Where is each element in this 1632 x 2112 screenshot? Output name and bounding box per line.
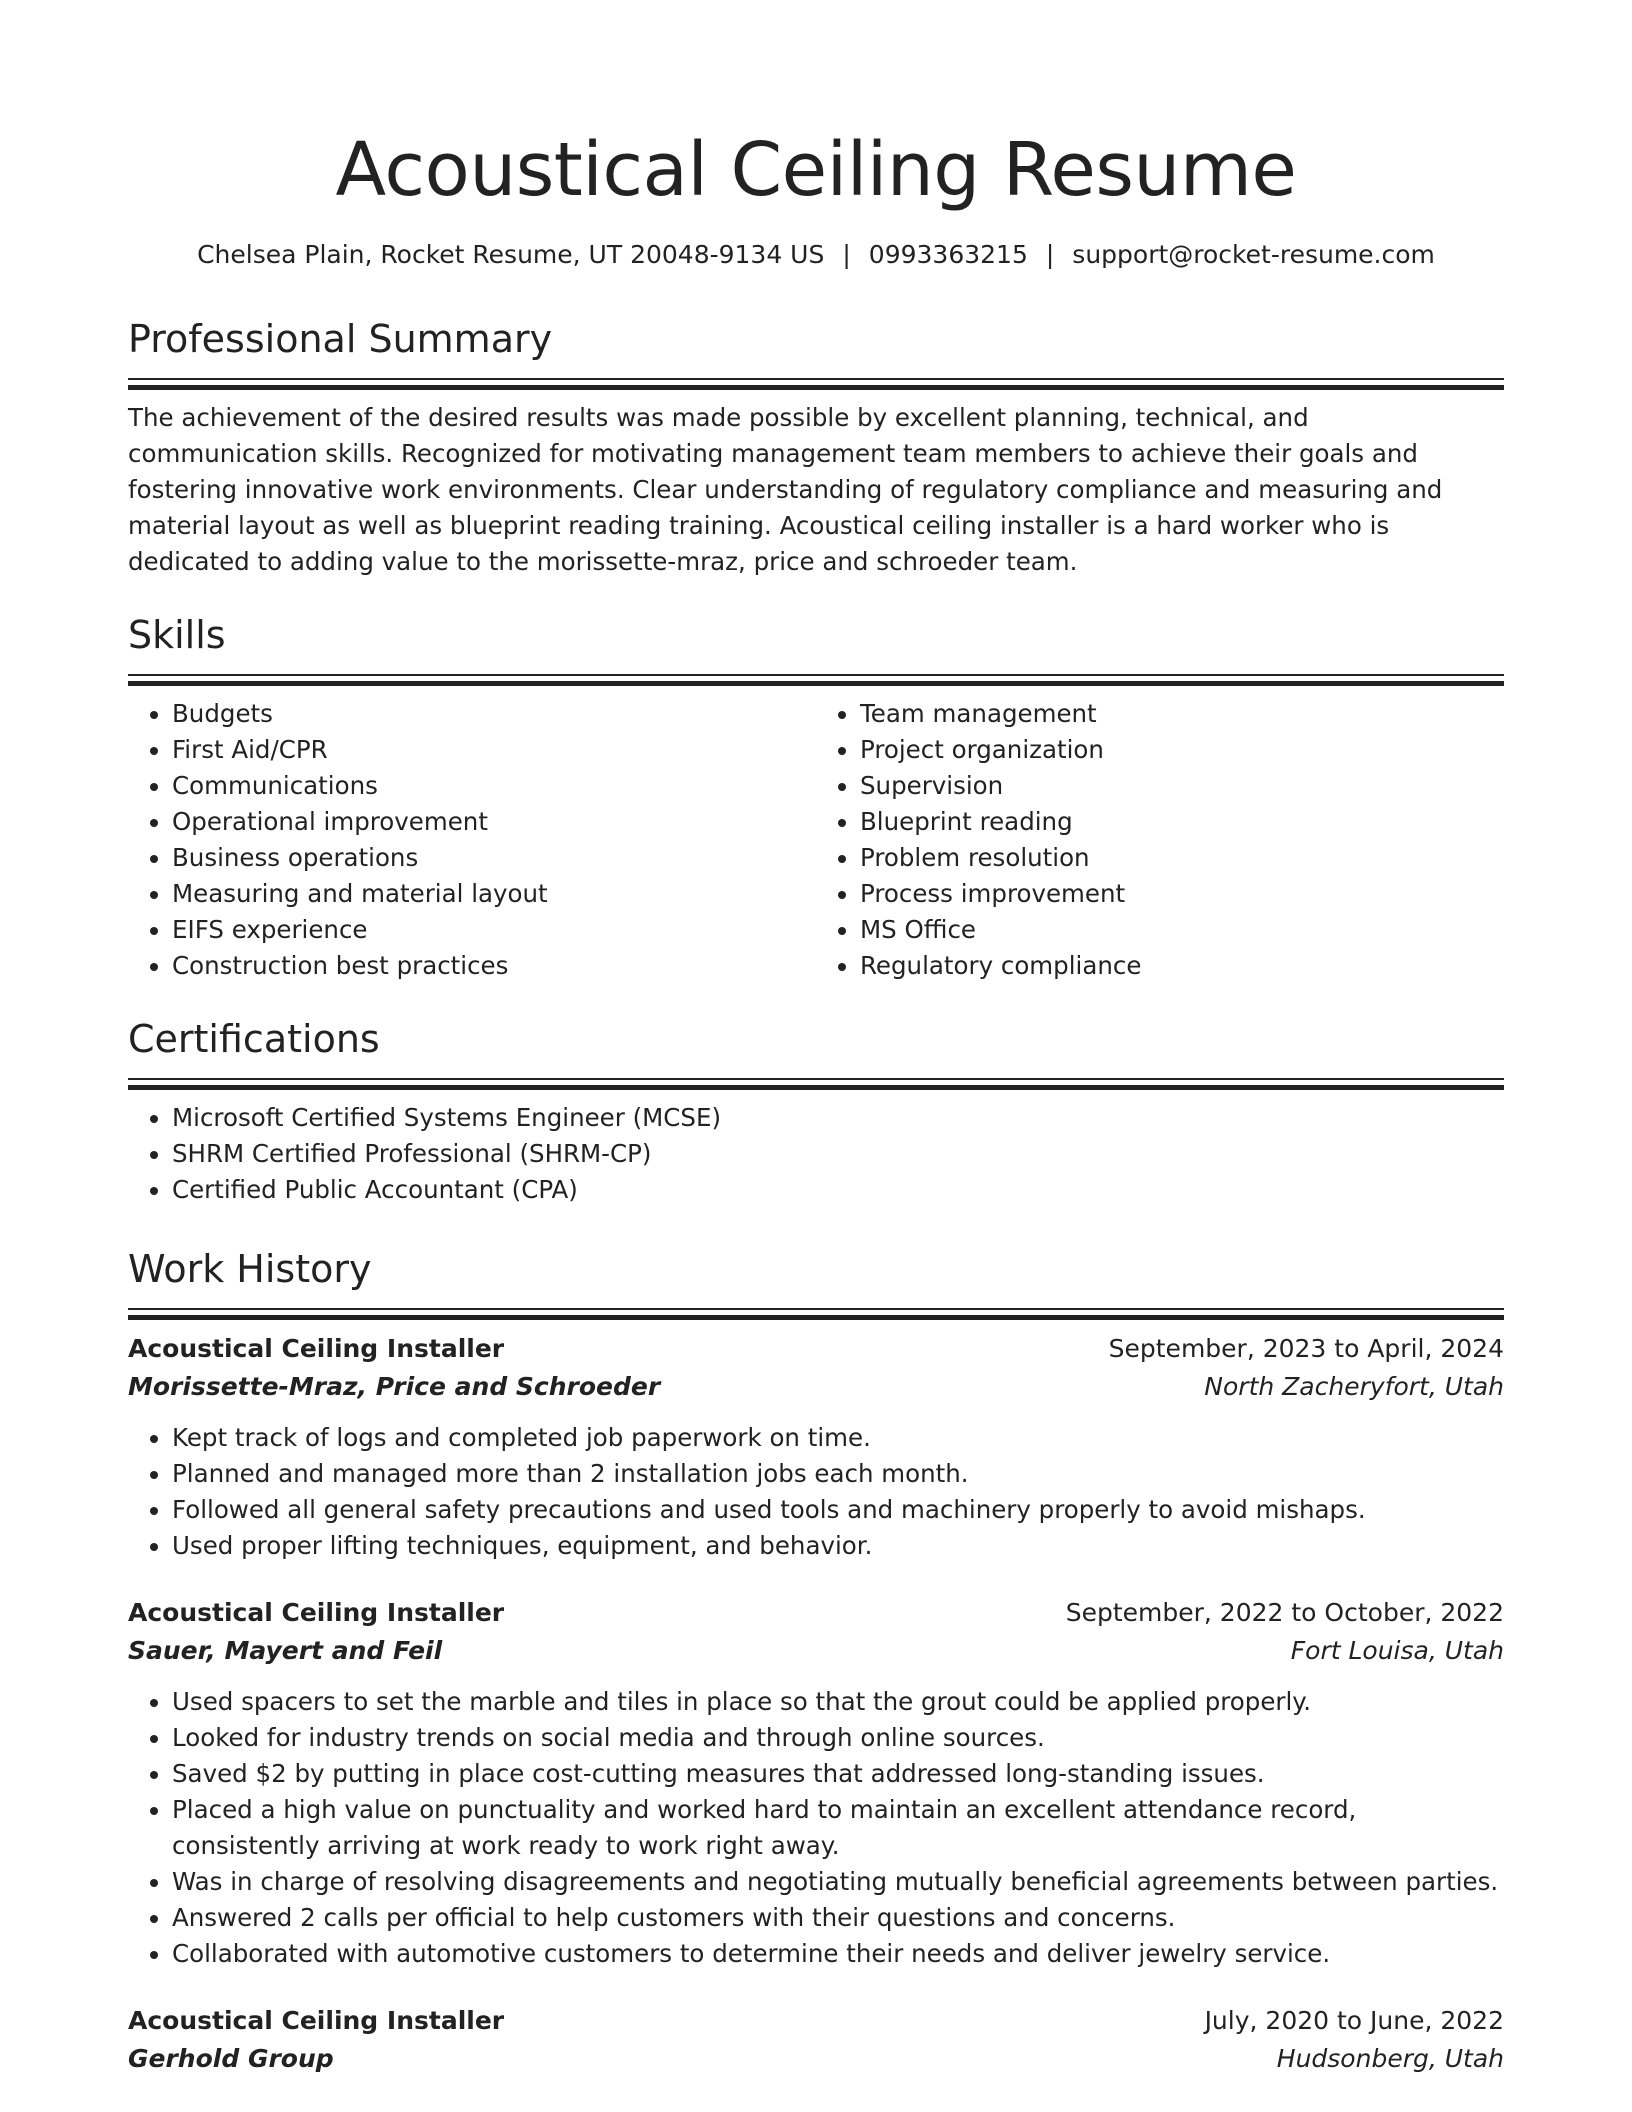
job-company: Sauer, Mayert and Feil bbox=[128, 1636, 443, 1665]
section-divider bbox=[128, 1078, 1504, 1080]
skill-item: • Construction best practices bbox=[172, 948, 816, 984]
section-divider bbox=[128, 378, 1504, 380]
section-title-work-history: Work History bbox=[128, 1247, 372, 1291]
certification-item: • Microsoft Certified Systems Engineer (MCSE) bbox=[172, 1100, 1504, 1136]
skills-grid bbox=[128, 696, 1504, 984]
job-dates: July, 2020 to June, 2022 bbox=[1204, 2006, 1504, 2035]
job-bullet: • Saved $2 by putting in place cost-cutting measures that addressed long-standing issues. bbox=[172, 1756, 1504, 1792]
skill-item: • Supervision bbox=[860, 768, 1504, 804]
job-title: Acoustical Ceiling Installer bbox=[128, 2006, 505, 2035]
skills-section bbox=[128, 610, 1504, 984]
contact-email: support@rocket-resume.com bbox=[1072, 240, 1435, 269]
summary-text: The achievement of the desired results was made possible by excellent planning, technical, and communication skills. Recognized for motivating management team members to achieve their goals and fostering innovative work environments. Clear understanding of regulatory compliance and measuring and material layout as well as blueprint reading training. Acoustical ceiling installer is a hard worker who is dedicated to adding value to the morissette-mraz, price and schroeder team. bbox=[128, 403, 1443, 576]
job-bullet: • Used spacers to set the marble and tiles in place so that the grout could be applied properly. bbox=[172, 1684, 1504, 1720]
job-company: Morissette-Mraz, Price and Schroeder bbox=[128, 1372, 661, 1401]
job-bullet: • Answered 2 calls per official to help customers with their questions and concerns. bbox=[172, 1900, 1504, 1936]
section-title-skills: Skills bbox=[128, 613, 226, 657]
section-title-certifications: Certifications bbox=[128, 1017, 380, 1061]
job-entry bbox=[128, 2002, 1504, 2078]
job-entry bbox=[128, 1330, 1504, 1564]
job-bullet: • Collaborated with automotive customers to determine their needs and deliver jewelry service. bbox=[172, 1936, 1504, 1972]
skills-list-left bbox=[128, 696, 816, 984]
job-bullets bbox=[128, 1684, 1504, 1972]
job-company: Gerhold Group bbox=[128, 2044, 334, 2073]
skill-item: • Project organization bbox=[860, 732, 1504, 768]
job-bullet: • Planned and managed more than 2 installation jobs each month. bbox=[172, 1456, 1504, 1492]
skill-item: • Process improvement bbox=[860, 876, 1504, 912]
certifications-section bbox=[128, 1014, 1504, 1208]
job-location: North Zacheryfort, Utah bbox=[1204, 1372, 1504, 1401]
skills-list-right bbox=[816, 696, 1504, 984]
job-title: Acoustical Ceiling Installer bbox=[128, 1334, 505, 1363]
skill-item: • First Aid/CPR bbox=[172, 732, 816, 768]
skill-item: • Business operations bbox=[172, 840, 816, 876]
skill-item: • Measuring and material layout bbox=[172, 876, 816, 912]
job-dates: September, 2023 to April, 2024 bbox=[1108, 1334, 1504, 1363]
section-divider bbox=[128, 1308, 1504, 1310]
skill-item: • Problem resolution bbox=[860, 840, 1504, 876]
job-bullet: • Used proper lifting techniques, equipment, and behavior. bbox=[172, 1528, 1504, 1564]
contact-phone: 0993363215 bbox=[868, 240, 1028, 269]
page-title: Acoustical Ceiling Resume bbox=[335, 127, 1297, 213]
skill-item: • Blueprint reading bbox=[860, 804, 1504, 840]
skill-item: • MS Office bbox=[860, 912, 1504, 948]
contact-separator: | bbox=[842, 240, 851, 269]
contact-separator: | bbox=[1045, 240, 1055, 269]
job-bullets bbox=[128, 1420, 1504, 1564]
skill-item: • Regulatory compliance bbox=[860, 948, 1504, 984]
contact-line bbox=[128, 238, 1504, 272]
job-bullet: • Kept track of logs and completed job paperwork on time. bbox=[172, 1420, 1504, 1456]
job-title: Acoustical Ceiling Installer bbox=[128, 1598, 505, 1627]
certifications-list bbox=[128, 1100, 1504, 1208]
job-bullet: • Was in charge of resolving disagreements and negotiating mutually beneficial agreements between parties. bbox=[172, 1864, 1504, 1900]
job-location: Fort Louisa, Utah bbox=[1290, 1636, 1504, 1665]
certification-item: • SHRM Certified Professional (SHRM-CP) bbox=[172, 1136, 1504, 1172]
summary-section bbox=[128, 314, 1504, 580]
skill-item: • Team management bbox=[860, 696, 1504, 732]
contact-address: Chelsea Plain, Rocket Resume, UT 20048-9134 US bbox=[197, 240, 825, 269]
section-title-summary: Professional Summary bbox=[128, 317, 553, 361]
section-divider bbox=[128, 674, 1504, 676]
job-bullet: • Placed a high value on punctuality and worked hard to maintain an excellent attendance record, consistently arriving at work ready to work right away. bbox=[172, 1792, 1504, 1864]
skill-item: • Budgets bbox=[172, 696, 816, 732]
certification-item: • Certified Public Accountant (CPA) bbox=[172, 1172, 1504, 1208]
skill-item: • EIFS experience bbox=[172, 912, 816, 948]
job-bullet: • Followed all general safety precautions and used tools and machinery properly to avoid mishaps. bbox=[172, 1492, 1504, 1528]
job-bullet: • Looked for industry trends on social media and through online sources. bbox=[172, 1720, 1504, 1756]
skill-item: • Communications bbox=[172, 768, 816, 804]
work-history-section bbox=[128, 1244, 1504, 2078]
job-entry bbox=[128, 1594, 1504, 1972]
skill-item: • Operational improvement bbox=[172, 804, 816, 840]
job-dates: September, 2022 to October, 2022 bbox=[1065, 1598, 1504, 1627]
job-location: Hudsonberg, Utah bbox=[1276, 2044, 1504, 2073]
